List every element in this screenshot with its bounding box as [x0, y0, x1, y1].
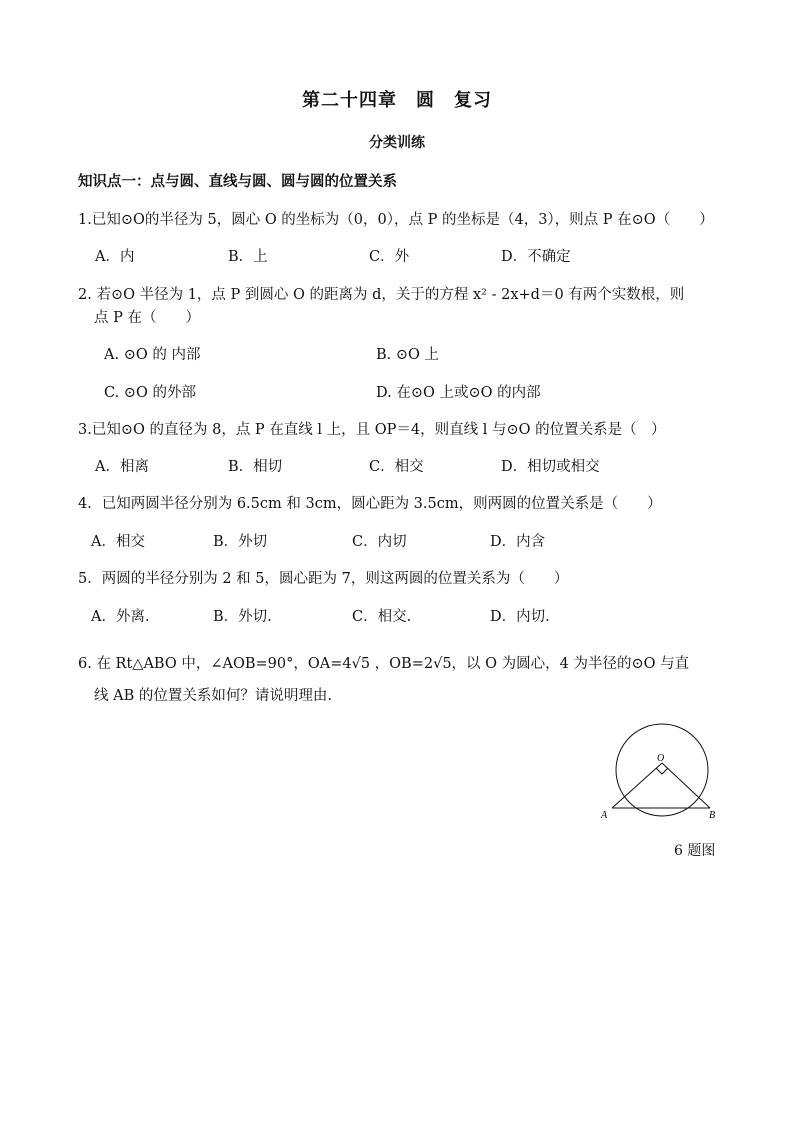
question-4-option-b: B．外切 [213, 534, 268, 550]
label-b: B [709, 810, 716, 821]
question-2-stem-line2: 点 P 在（ ） [94, 310, 200, 326]
label-a: A [601, 810, 608, 821]
question-1-option-a: A．内 [95, 249, 135, 265]
question-3-option-c: C．相交 [369, 459, 424, 475]
question-1-stem: 1.已知⊙O的半径为 5，圆心 O 的坐标为（0，0），点 P 的坐标是（4，3），则点 P 在⊙O（ ） [78, 212, 714, 228]
question-1-option-b: B．上 [228, 249, 268, 265]
question-3-option-b: B．相切 [228, 459, 283, 475]
question-6-stem-line1: 6. 在 Rt△ABO 中，∠AOB=90°，OA=4√5 ，OB=2√5，以 O 为圆心，4 为半径的⊙O 与直 [78, 656, 690, 672]
right-angle-marker [656, 768, 668, 774]
question-4-stem: 4．已知两圆半径分别为 6.5cm 和 3cm，圆心距为 3.5cm，则两圆的位置关系是（ ） [78, 496, 662, 512]
question-1-option-c: C．外 [369, 249, 410, 265]
label-o: O [657, 753, 665, 764]
question-2-option-d: D. 在⊙O 上或⊙O 的内部 [376, 385, 541, 401]
question-2-option-c: C. ⊙O 的外部 [104, 385, 196, 401]
question-2-option-a: A. ⊙O 的 内部 [104, 347, 201, 363]
question-3-option-d: D．相切或相交 [501, 459, 600, 475]
question-5-stem: 5．两圆的半径分别为 2 和 5，圆心距为 7，则这两圆的位置关系为（ ） [78, 571, 569, 587]
page-title: 第二十四章 圆 复习 [302, 90, 492, 111]
question-1-option-d: D．不确定 [501, 249, 571, 265]
question-3-option-a: A．相离 [95, 459, 149, 475]
question-4-option-a: A．相交 [91, 534, 145, 550]
question-4-option-c: C．内切 [352, 534, 407, 550]
segment-ao [612, 763, 662, 808]
question-5-option-d: D．内切. [490, 609, 550, 625]
question-6-stem-line2: 线 AB 的位置关系如何？请说明理由. [94, 688, 332, 704]
circle-o [616, 724, 708, 816]
question-5-option-a: A．外离. [91, 609, 150, 625]
question-3-stem: 3.已知⊙O 的直径为 8，点 P 在直线 l 上，且 OP＝4，则直线 l 与⊙O 的位置关系是（ ） [78, 422, 666, 438]
section-heading: 知识点一：点与圆、直线与圆、圆与圆的位置关系 [78, 174, 397, 190]
question-2-option-b: B. ⊙O 上 [376, 347, 440, 363]
question-5-option-b: B．外切. [213, 609, 272, 625]
question-4-option-d: D．内含 [490, 534, 546, 550]
figure-caption: 6 题图 [674, 843, 716, 859]
question-2-stem-line1: 2. 若⊙O 半径为 1，点 P 到圆心 O 的距离为 d，关于的方程 x² - 2x+d＝0 有两个实数根，则 [78, 287, 685, 303]
page-subtitle: 分类训练 [369, 135, 425, 151]
question-6-figure [596, 718, 726, 828]
question-5-option-c: C．相交. [352, 609, 412, 625]
segment-ob [662, 763, 710, 808]
